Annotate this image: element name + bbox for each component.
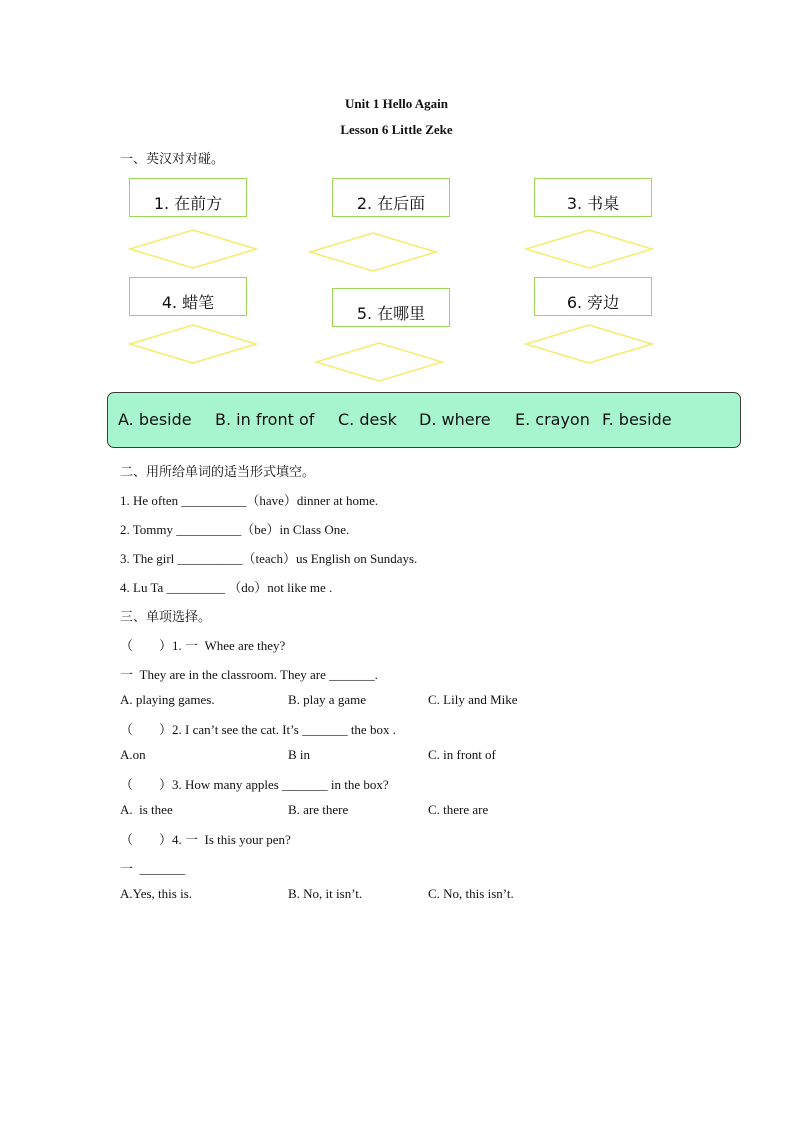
option-d: D. where [419,410,491,429]
section2-heading: 二、用所给单词的适当形式填空。 [120,465,316,480]
answer-diamond-3 [525,229,653,269]
question-2-choice-b: B in [288,747,311,762]
word-box-1: 1. 在前方 [129,178,247,217]
answer-diamond-6 [525,324,653,364]
option-f: F. beside [602,410,672,429]
option-a: A. beside [118,410,192,429]
word-box-3: 3. 书桌 [534,178,652,217]
word-box-4: 4. 蜡笔 [129,277,247,316]
question-2-choice-c: C. in front of [428,747,496,762]
question-3-choice-a: A. is thee [120,802,173,817]
question-4-choice-a: A.Yes, this is. [120,886,193,901]
fill-item-4: 4. Lu Ta _________ （do）not like me . [120,580,333,595]
question-4-stem: （ ）4. 一 Is this your pen? [120,832,291,847]
question-1-stem2: 一 They are in the classroom. They are _______. [120,667,378,682]
lesson-title: Lesson 6 Little Zeke [340,122,453,137]
question-3-stem: （ ）3. How many apples _______ in the box? [120,777,389,792]
question-1-choice-c: C. Lily and Mike [428,692,518,707]
question-4-choice-c: C. No, this isn’t. [428,886,514,901]
answer-diamond-4 [129,324,257,364]
question-4-choice-b: B. No, it isn’t. [288,886,363,901]
answer-diamond-2 [309,232,437,272]
answer-diamond-5 [315,342,443,382]
option-c: C. desk [338,410,397,429]
unit-title: Unit 1 Hello Again [345,96,448,111]
question-3-choice-b: B. are there [288,802,349,817]
option-b: B. in front of [215,410,315,429]
question-1-choice-b: B. play a game [288,692,366,707]
answer-diamond-1 [129,229,257,269]
section1-heading: 一、英汉对对碰。 [120,152,225,167]
question-2-stem: （ ）2. I can’t see the cat. It’s _______ the box . [120,722,396,737]
word-box-2: 2. 在后面 [332,178,450,217]
section3-heading: 三、单项选择。 [120,610,212,625]
question-1-stem: （ ）1. 一 Whee are they? [120,638,286,653]
fill-item-2: 2. Tommy __________（be）in Class One. [120,522,350,537]
question-4-stem2: 一 _______ [120,861,186,876]
fill-item-1: 1. He often __________（have）dinner at home. [120,493,379,508]
word-box-6: 6. 旁边 [534,277,652,316]
option-e: E. crayon [515,410,590,429]
question-2-choice-a: A.on [120,747,146,762]
question-3-choice-c: C. there are [428,802,489,817]
word-box-5: 5. 在哪里 [332,288,450,327]
fill-item-3: 3. The girl __________（teach）us English on Sundays. [120,551,418,566]
question-1-choice-a: A. playing games. [120,692,215,707]
